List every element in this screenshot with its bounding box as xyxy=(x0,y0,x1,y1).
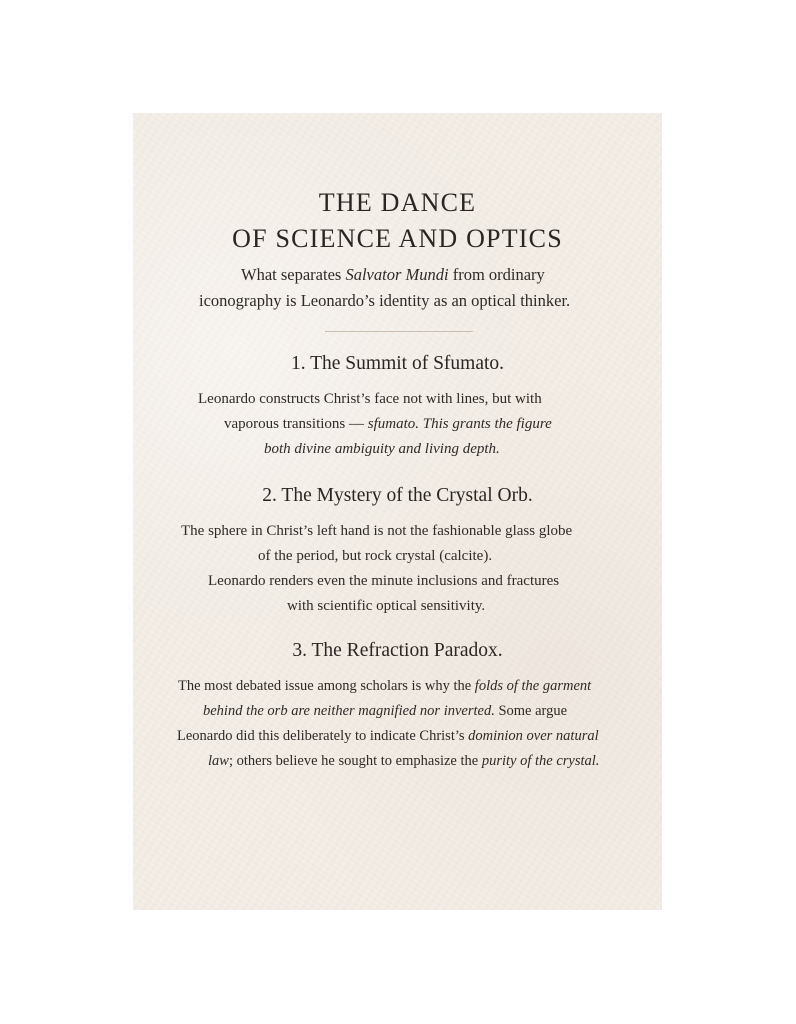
section-1-text: vaporous transitions — xyxy=(224,416,368,432)
section-1-italic-text: sfumato. This grants the figure xyxy=(367,416,552,432)
section-3-italic-text: behind the orb are neither magnified nor inverted. xyxy=(203,703,495,719)
section-3-line-4 xyxy=(208,751,599,771)
intro-line-1 xyxy=(241,265,545,285)
section-1-heading: 1. The Summit of Sfumato. xyxy=(290,353,505,374)
section-3-italic-text: law xyxy=(208,753,229,769)
section-3-text: ; others believe he sought to emphasize the xyxy=(228,753,482,769)
intro-text: from ordinary xyxy=(448,265,545,284)
intro-artwork-title: Salvator Mundi xyxy=(345,265,449,284)
section-2-line-2: of the period, but rock crystal (calcite). xyxy=(258,548,493,564)
section-1-line-3 xyxy=(264,439,500,459)
section-1-line-1: Leonardo constructs Christ’s face not with lines, but with xyxy=(198,391,542,407)
intro-line-2: iconography is Leonardo’s identity as an optical thinker. xyxy=(199,291,571,310)
section-3-text: Leonardo did this deliberately to indicate Christ’s xyxy=(177,728,469,744)
section-2-line-1: The sphere in Christ’s left hand is not the fashionable glass globe xyxy=(181,523,573,539)
section-3-italic-text: dominion over natural xyxy=(468,728,599,744)
section-3-line-2 xyxy=(203,701,567,721)
section-3-text: Some argue xyxy=(494,703,568,719)
section-divider xyxy=(325,331,473,332)
section-3-heading: 3. The Refraction Paradox. xyxy=(292,640,503,661)
section-1-italic-text: both divine ambiguity and living depth. xyxy=(264,441,500,457)
section-2-line-3: Leonardo renders even the minute inclusions and fractures xyxy=(208,573,560,589)
section-2-line-4: with scientific optical sensitivity. xyxy=(287,598,486,614)
section-3-text: The most debated issue among scholars is why the xyxy=(178,678,475,694)
page-title-line-1: THE DANCE xyxy=(318,188,477,217)
section-3-italic-text: folds of the garment xyxy=(474,678,592,694)
intro-text: What separates xyxy=(241,265,346,284)
section-3-line-1 xyxy=(178,676,591,696)
document-page xyxy=(133,113,662,910)
section-2-heading: 2. The Mystery of the Crystal Orb. xyxy=(262,485,533,506)
section-3-italic-text: purity of the crystal. xyxy=(481,753,600,769)
section-1-line-2 xyxy=(224,414,552,434)
section-3-line-3 xyxy=(177,726,599,746)
page-title-line-2: OF SCIENCE AND OPTICS xyxy=(232,224,563,253)
